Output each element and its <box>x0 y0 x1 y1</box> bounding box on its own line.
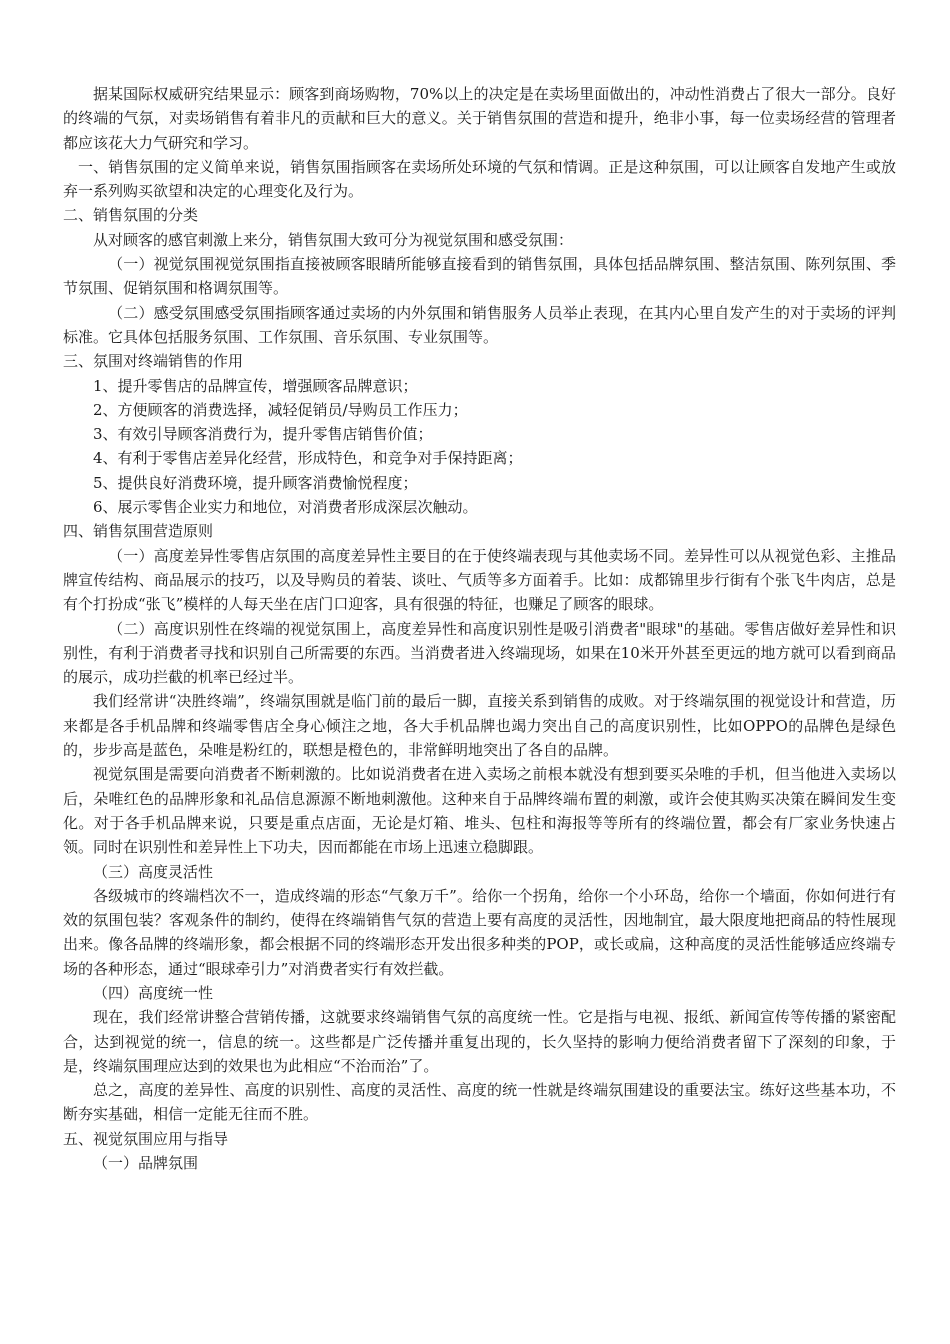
high-difference-text: （一）高度差异性零售店氛围的高度差异性主要目的在于使终端表现与其他卖场不同。差异性可以从视觉色彩、主推品牌宣传结构、商品展示的技巧，以及导购员的着装、谈吐、气质等多方面着手。比如：成都锦里步行街有个张飞牛肉店，总是有个打扮成“张飞”模样的人每天坐在店门口迎客，具有很强的特征，也赚足了顾客的眼球。 <box>63 546 896 614</box>
visual-atmosphere-text: （一）视觉氛围视觉氛围指直接被顾客眼睛所能够直接看到的销售氛围，具体包括品牌氛围、整洁氛围、陈列氛围、季节氛围、促销氛围和格调氛围等。 <box>63 255 896 298</box>
list-item: 3、有效引导顾客消费行为，提升零售店销售价值； <box>93 425 433 444</box>
body-paragraph: 视觉氛围是需要向消费者不断刺激的。比如说消费者在进入卖场之前根本就没有想到要买朵唯的手机，但当他进入卖场以后，朵唯红色的品牌形象和礼品信息源源不断地刺激他。这种来自于品牌终端布置的刺激，或许会使其购买决策在瞬间发生变化。对于各手机品牌来说，只要是重点店面，无论是灯箱、堆头、包柱和海报等等所有的终端位置，都会有厂家业务快速占领。同时在识别性和差异性上下功夫，因而都能在市场上迅速立稳脚跟。 <box>63 765 896 857</box>
section-4-heading: 四、销售氛围营造原则 <box>63 522 214 541</box>
feeling-atmosphere-text: （二）感受氛围感受氛围指顾客通过卖场的内外氛围和销售服务人员举止表现，在其内心里自发产生的对于卖场的评判标准。它具体包括服务氛围、工作氛围、音乐氛围、专业氛围等。 <box>63 303 896 346</box>
list-item: 4、有利于零售店差异化经营，形成特色，和竞争对手保持距离； <box>93 449 523 468</box>
list-item: 6、展示零售企业实力和地位，对消费者形成深层次触动。 <box>93 498 478 517</box>
list-item: 5、提供良好消费环境，提升顾客消费愉悦程度； <box>93 473 418 492</box>
high-difference-paragraph <box>63 544 896 617</box>
intro-paragraph: 据某国际权威研究结果显示：顾客到商场购物，70%以上的决定是在卖场里面做出的，冲动性消费占了很大一部分。良好的终端的气氛，对卖场销售有着非凡的贡献和巨大的意义。关于销售氛围的营造和提升，绝非小事，每一位卖场经营的管理者都应该花大力气研究和学习。 <box>63 85 896 152</box>
visual-atmosphere-paragraph <box>63 252 896 301</box>
list-item: 2、方便顾客的消费选择，减轻促销员/导购员工作压力； <box>93 400 468 419</box>
list-item: 1、提升零售店的品牌宣传，增强顾客品牌意识； <box>93 376 418 395</box>
section-5-heading: 五、视觉氛围应用与指导 <box>63 1129 229 1148</box>
body-paragraph: 各级城市的终端档次不一，造成终端的形态“气象万千”。给你一个拐角，给你一个小环岛，给你一个墙面，你如何进行有效的氛围包装？客观条件的制约，使得在终端销售气氛的营造上要有高度的灵活性，因地制宜，最大限度地把商品的特性展现出来。像各品牌的终端形象，都会根据不同的终端形态开发出很多种类的POP，或长或扁，这种高度的灵活性能够适应终端专场的各种形态，通过“眼球牵引力”对消费者实行有效拦截。 <box>63 886 896 978</box>
subsection-heading: （四）高度统一性 <box>93 983 214 1002</box>
section-2-intro: 从对顾客的感官刺激上来分，销售氛围大致可分为视觉氛围和感受氛围： <box>93 230 574 249</box>
high-recognition-paragraph <box>63 617 896 690</box>
high-recognition-text: （二）高度识别性在终端的视觉氛围上，高度差异性和高度识别性是吸引消费者"眼球"的基础。零售店做好差异性和识别性，有利于消费者寻找和识别自己所需要的东西。当消费者进入终端现场，如果在10米开外甚至更远的地方就可以看到商品的展示，成功拦截的机率已经过半。 <box>63 619 896 687</box>
body-paragraph: 总之，高度的差异性、高度的识别性、高度的灵活性、高度的统一性就是终端氛围建设的重要法宝。练好这些基本功，不断夯实基础，相信一定能无往而不胜。 <box>63 1081 896 1124</box>
subsection-heading: （三）高度灵活性 <box>93 862 214 881</box>
section-2-heading: 二、销售氛围的分类 <box>63 206 199 225</box>
section-1-heading-paragraph: 一、销售氛围的定义简单来说，销售氛围指顾客在卖场所处环境的气氛和情调。正是这种氛围，可以让顾客自发地产生或放弃一系列购买欲望和决定的心理变化及行为。 <box>63 157 896 201</box>
section-3-heading: 三、氛围对终端销售的作用 <box>63 352 244 371</box>
body-paragraph: 我们经常讲“决胜终端”，终端氛围就是临门前的最后一脚，直接关系到销售的成败。对于终端氛围的视觉设计和营造，历来都是各手机品牌和终端零售店全身心倾注之地，各大手机品牌也竭力突出自己的高度识别性，比如OPPO的品牌色是绿色的，步步高是蓝色，朵唯是粉红的，联想是橙色的，非常鲜明地突出了各自的品牌。 <box>63 692 896 760</box>
feeling-atmosphere-paragraph <box>63 301 896 350</box>
body-paragraph: 现在，我们经常讲整合营销传播，这就要求终端销售气氛的高度统一性。它是指与电视、报纸、新闻宣传等传播的紧密配合，达到视觉的统一，信息的统一。这些都是广泛传播并重复出现的，长久坚持的影响力便给消费者留下了深刻的印象，于是，终端氛围理应达到的效果也为此相应“不治而治”了。 <box>63 1008 896 1075</box>
document-body <box>63 82 896 1175</box>
subsection-heading: （一）品牌氛围 <box>93 1154 199 1173</box>
